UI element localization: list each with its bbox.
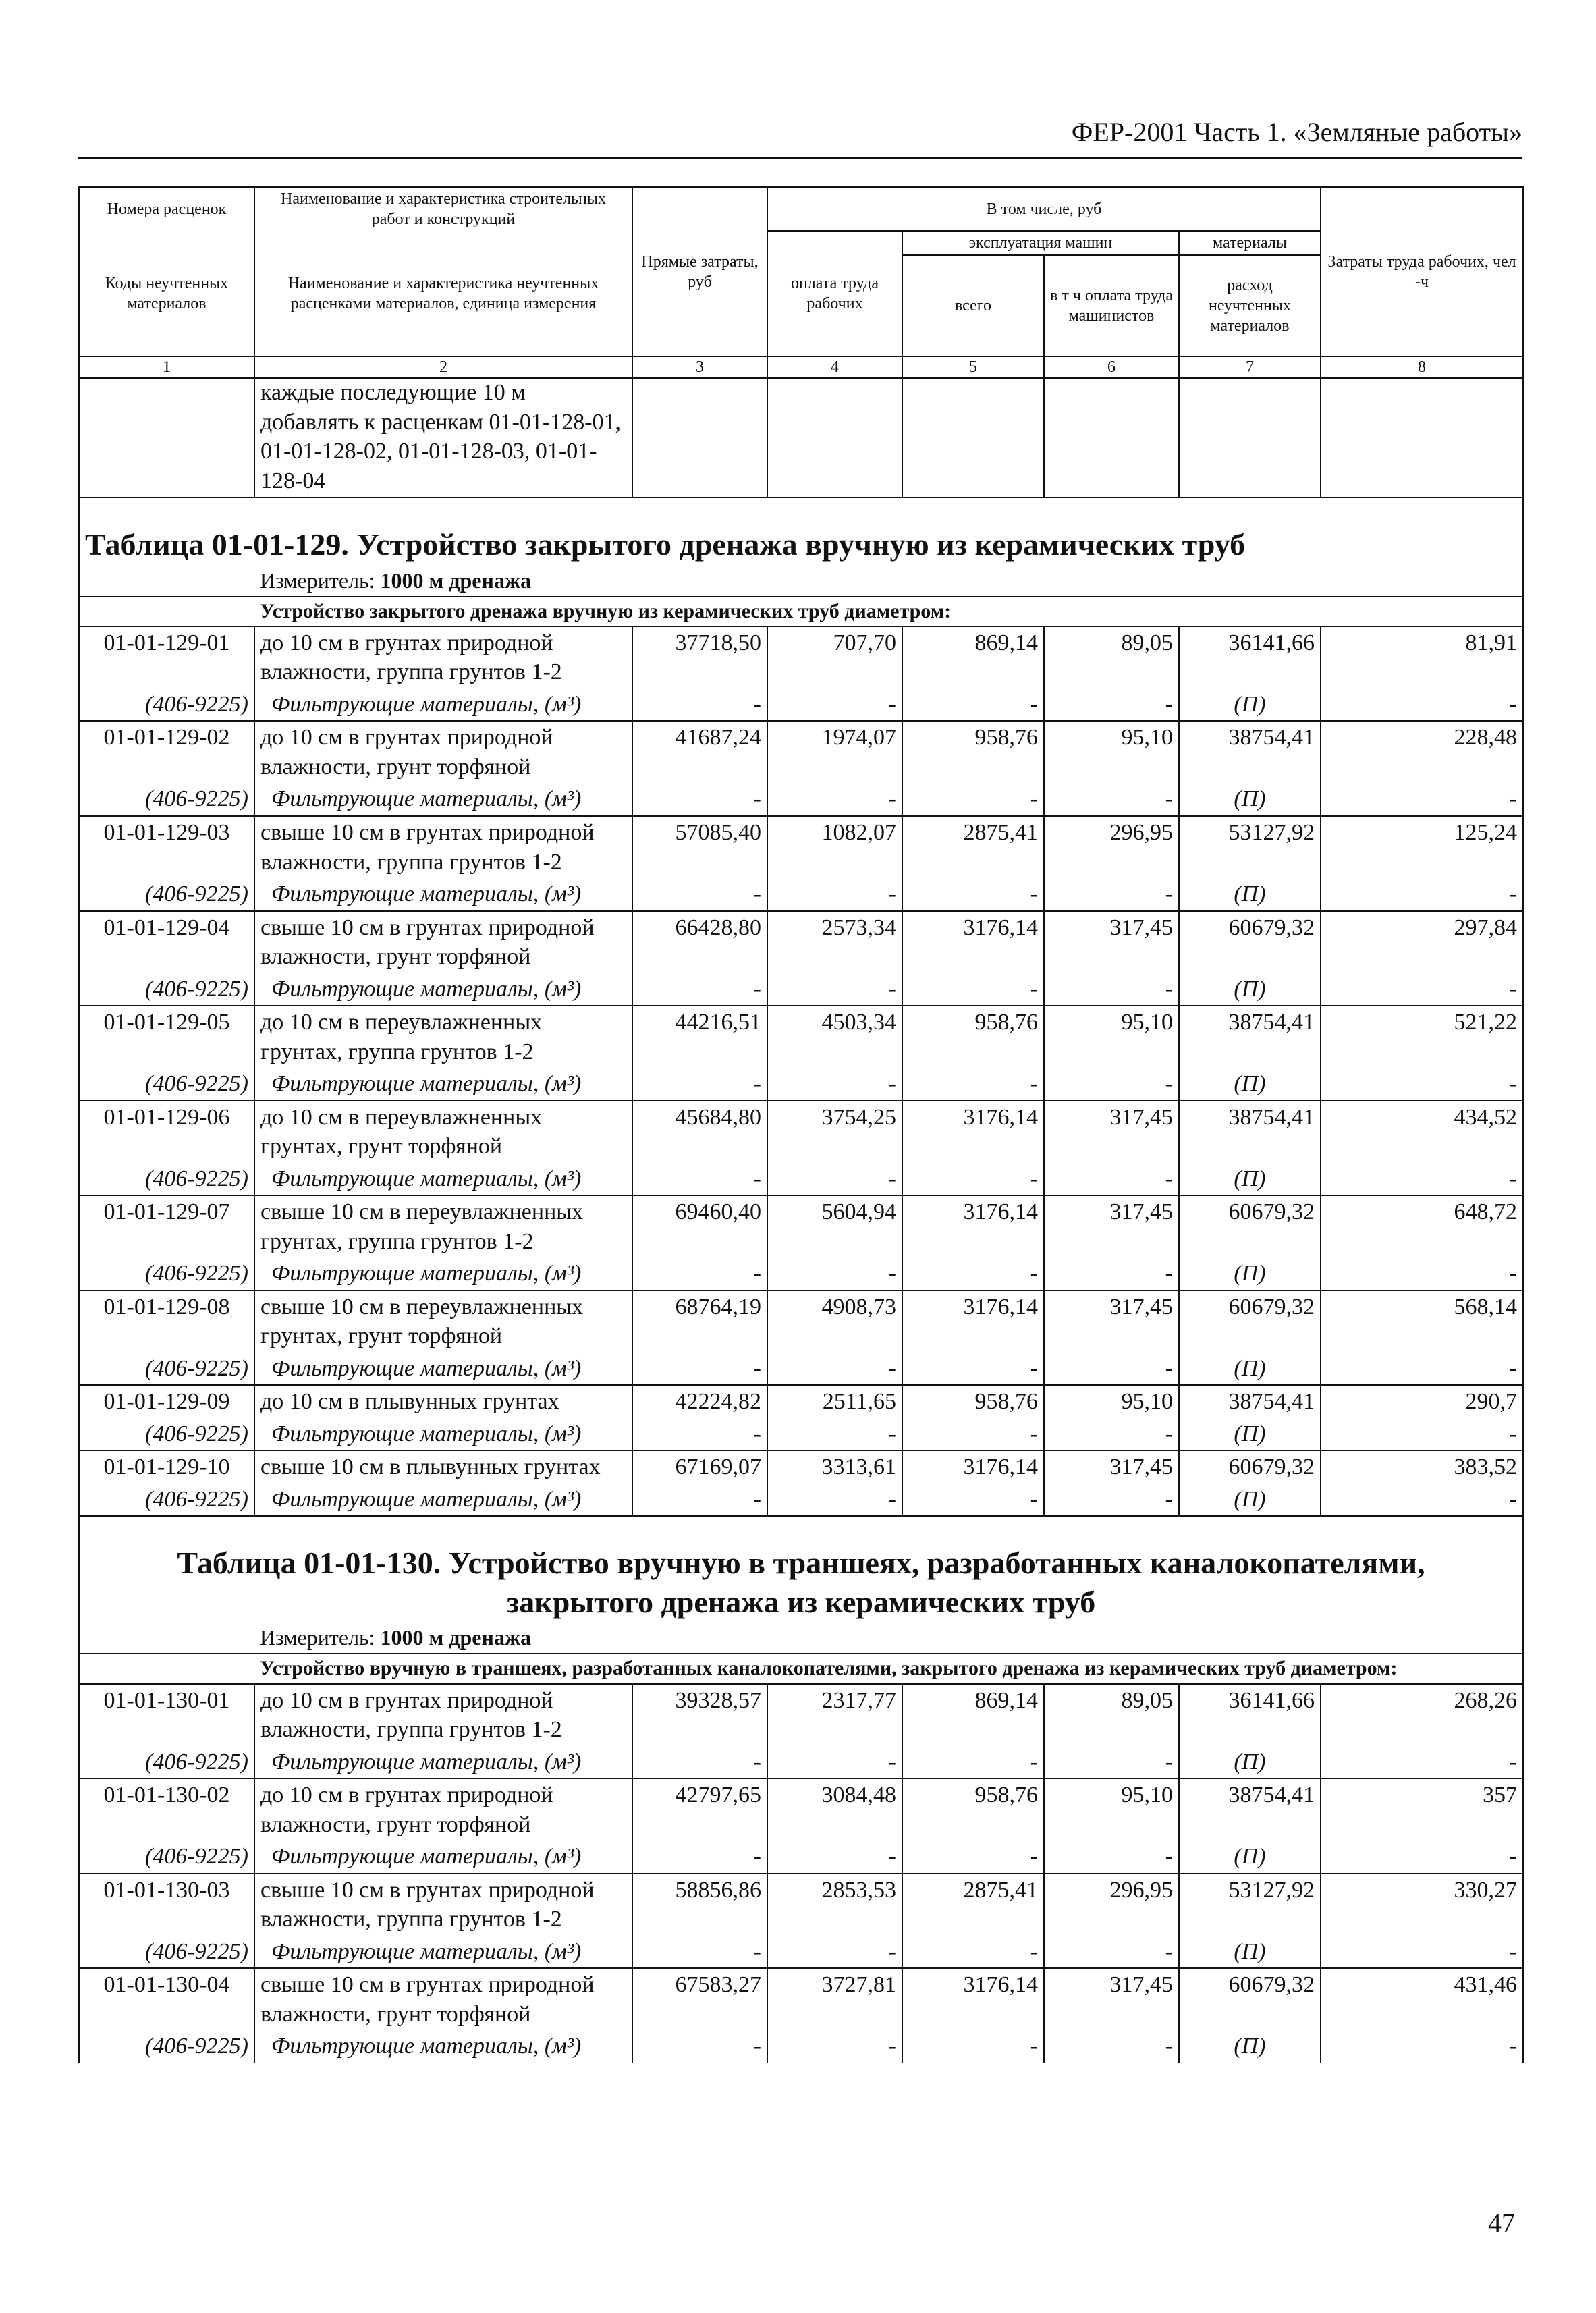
rate-code: 01-01-130-04	[79, 1968, 254, 2030]
resource-code: (406-9225)	[79, 1841, 254, 1874]
rate-materials: 60679,32	[1179, 911, 1321, 973]
resource-dash: -	[767, 1068, 902, 1101]
resource-unit-mark: (П)	[1179, 878, 1321, 911]
resource-dash: -	[1321, 688, 1523, 722]
resource-code: (406-9225)	[79, 1484, 254, 1517]
resource-unit-mark: (П)	[1179, 1936, 1321, 1969]
rate-materials: 53127,92	[1179, 1874, 1321, 1936]
resource-code: (406-9225)	[79, 1746, 254, 1779]
rate-labor: 2511,65	[767, 1385, 902, 1418]
resource-name: Фильтрующие материалы, (м³)	[254, 1746, 632, 1779]
rate-row	[79, 1684, 1523, 1746]
running-head: ФЕР-2001 Часть 1. «Земляные работы»	[78, 116, 1522, 159]
carryover-row	[79, 377, 1523, 497]
rate-labor: 2853,53	[767, 1874, 902, 1936]
rate-row	[79, 1874, 1523, 1936]
unit-label: Измеритель:	[260, 568, 375, 593]
rate-direct: 42224,82	[632, 1385, 767, 1418]
rate-hours: 357	[1321, 1778, 1523, 1841]
header-number: 2	[254, 356, 632, 378]
resource-dash: -	[1321, 1841, 1523, 1874]
rate-labor: 2573,34	[767, 911, 902, 973]
rate-code: 01-01-129-08	[79, 1290, 254, 1353]
resource-code: (406-9225)	[79, 878, 254, 911]
rate-machines: 958,76	[902, 1006, 1044, 1068]
rate-operators: 296,95	[1044, 816, 1179, 878]
header-number: 7	[1179, 356, 1321, 378]
resource-dash: -	[1321, 783, 1523, 816]
rate-direct: 67169,07	[632, 1450, 767, 1484]
rate-hours: 228,48	[1321, 721, 1523, 783]
header-col6: в т ч оплата труда машинистов	[1044, 255, 1179, 356]
resource-row	[79, 1484, 1523, 1517]
header-col2-bottom: Наименование и характеристика неучтенных расценками материалов, единица измерения	[254, 231, 632, 356]
resource-dash: -	[902, 1163, 1044, 1196]
resource-dash: -	[902, 1484, 1044, 1517]
rate-machines: 3176,14	[902, 1195, 1044, 1257]
resource-name: Фильтрующие материалы, (м³)	[254, 1068, 632, 1101]
resource-name: Фильтрующие материалы, (м³)	[254, 973, 632, 1006]
rate-operators: 95,10	[1044, 1778, 1179, 1841]
carryover-text: каждые последующие 10 м добавлять к расценкам 01-01-128-01, 01-01-128-02, 01-01-128-03, 01-01-128-04	[254, 377, 632, 497]
resource-code: (406-9225)	[79, 973, 254, 1006]
resource-dash: -	[1044, 1353, 1179, 1386]
rate-row	[79, 1101, 1523, 1163]
rate-name: до 10 см в переувлажненных грунтах, группа грунтов 1-2	[254, 1006, 632, 1068]
resource-unit-mark: (П)	[1179, 1418, 1321, 1451]
resource-dash: -	[902, 783, 1044, 816]
rate-machines: 3176,14	[902, 1101, 1044, 1163]
resource-code: (406-9225)	[79, 1163, 254, 1196]
rate-code: 01-01-129-03	[79, 816, 254, 878]
resource-dash: -	[632, 688, 767, 722]
rate-materials: 60679,32	[1179, 1195, 1321, 1257]
table129-subheading: Устройство закрытого дренажа вручную из керамических труб диаметром:	[254, 597, 1523, 626]
header-col3: Прямые затраты, руб	[632, 187, 767, 356]
resource-unit-mark: (П)	[1179, 1841, 1321, 1874]
rate-row	[79, 626, 1523, 688]
rate-name: свыше 10 см в переувлажненных грунтах, грунт торфяной	[254, 1290, 632, 1353]
resource-dash: -	[902, 1068, 1044, 1101]
rate-hours: 81,91	[1321, 626, 1523, 688]
resource-row	[79, 1936, 1523, 1969]
rate-code: 01-01-129-10	[79, 1450, 254, 1484]
rate-row	[79, 1385, 1523, 1418]
rate-row	[79, 721, 1523, 783]
rate-machines: 958,76	[902, 1385, 1044, 1418]
resource-unit-mark: (П)	[1179, 783, 1321, 816]
rate-operators: 317,45	[1044, 1968, 1179, 2030]
rate-row	[79, 1290, 1523, 1353]
rate-direct: 57085,40	[632, 816, 767, 878]
resource-dash: -	[1321, 878, 1523, 911]
resource-unit-mark: (П)	[1179, 2030, 1321, 2063]
rate-code: 01-01-129-02	[79, 721, 254, 783]
rate-hours: 521,22	[1321, 1006, 1523, 1068]
resource-dash: -	[902, 1936, 1044, 1969]
rate-labor: 1974,07	[767, 721, 902, 783]
resource-dash: -	[902, 973, 1044, 1006]
resource-dash: -	[1321, 1936, 1523, 1969]
rate-machines: 3176,14	[902, 1968, 1044, 2030]
resource-name: Фильтрующие материалы, (м³)	[254, 1841, 632, 1874]
rate-row	[79, 1450, 1523, 1484]
resource-dash: -	[902, 878, 1044, 911]
table130-title-line1: Таблица 01-01-130. Устройство вручную в траншеях, разработанных каналокопателями,	[177, 1546, 1425, 1581]
resource-row	[79, 1353, 1523, 1386]
rate-name: свыше 10 см в грунтах природной влажности, группа грунтов 1-2	[254, 1874, 632, 1936]
resource-name: Фильтрующие материалы, (м³)	[254, 2030, 632, 2063]
rate-row	[79, 1006, 1523, 1068]
rate-labor: 4503,34	[767, 1006, 902, 1068]
rate-machines: 958,76	[902, 721, 1044, 783]
resource-dash: -	[632, 2030, 767, 2063]
rate-name: до 10 см в плывунных грунтах	[254, 1385, 632, 1418]
table129-unit-row	[79, 566, 1523, 597]
rate-operators: 317,45	[1044, 911, 1179, 973]
header-number: 1	[79, 356, 254, 378]
rate-materials: 38754,41	[1179, 1101, 1321, 1163]
rate-labor: 3727,81	[767, 1968, 902, 2030]
resource-dash: -	[632, 973, 767, 1006]
rate-machines: 2875,41	[902, 1874, 1044, 1936]
resource-dash: -	[1044, 783, 1179, 816]
resource-code: (406-9225)	[79, 2030, 254, 2063]
resource-dash: -	[632, 783, 767, 816]
header-number: 4	[767, 356, 902, 378]
resource-dash: -	[632, 1484, 767, 1517]
rate-name: до 10 см в грунтах природной влажности, грунт торфяной	[254, 1778, 632, 1841]
rate-row	[79, 911, 1523, 973]
rate-direct: 44216,51	[632, 1006, 767, 1068]
table130-subheading-row	[79, 1654, 1523, 1683]
resource-dash: -	[902, 2030, 1044, 2063]
resource-name: Фильтрующие материалы, (м³)	[254, 688, 632, 722]
resource-name: Фильтрующие материалы, (м³)	[254, 1484, 632, 1517]
rate-operators: 95,10	[1044, 721, 1179, 783]
rate-row	[79, 816, 1523, 878]
rate-materials: 36141,66	[1179, 626, 1321, 688]
rate-machines: 3176,14	[902, 1290, 1044, 1353]
header-number: 6	[1044, 356, 1179, 378]
resource-unit-mark: (П)	[1179, 1068, 1321, 1101]
header-numbers	[79, 356, 1523, 378]
rate-name: свыше 10 см в грунтах природной влажности, грунт торфяной	[254, 1968, 632, 2030]
resource-row	[79, 1257, 1523, 1290]
rate-materials: 60679,32	[1179, 1290, 1321, 1353]
rate-hours: 434,52	[1321, 1101, 1523, 1163]
resource-name: Фильтрующие материалы, (м³)	[254, 1936, 632, 1969]
rate-machines: 3176,14	[902, 1450, 1044, 1484]
resource-dash: -	[632, 1163, 767, 1196]
resource-dash: -	[902, 1746, 1044, 1779]
rate-hours: 383,52	[1321, 1450, 1523, 1484]
resource-dash: -	[632, 1257, 767, 1290]
rate-code: 01-01-129-07	[79, 1195, 254, 1257]
rate-direct: 58856,86	[632, 1874, 767, 1936]
resource-dash: -	[1321, 2030, 1523, 2063]
resource-dash: -	[1044, 688, 1179, 722]
resource-dash: -	[1321, 973, 1523, 1006]
header-col1-top: Номера расценок	[79, 187, 254, 231]
rate-name: до 10 см в грунтах природной влажности, группа грунтов 1-2	[254, 626, 632, 688]
resource-code: (406-9225)	[79, 1068, 254, 1101]
resource-dash: -	[632, 1068, 767, 1101]
resource-dash: -	[1321, 1418, 1523, 1451]
rate-direct: 42797,65	[632, 1778, 767, 1841]
resource-unit-mark: (П)	[1179, 1746, 1321, 1779]
resource-dash: -	[902, 688, 1044, 722]
resource-row	[79, 1163, 1523, 1196]
rate-operators: 317,45	[1044, 1195, 1179, 1257]
rate-machines: 869,14	[902, 1684, 1044, 1746]
resource-dash: -	[1044, 1841, 1179, 1874]
rate-operators: 89,05	[1044, 626, 1179, 688]
rate-direct: 39328,57	[632, 1684, 767, 1746]
rate-name: свыше 10 см в переувлажненных грунтах, группа грунтов 1-2	[254, 1195, 632, 1257]
rate-operators: 317,45	[1044, 1290, 1179, 1353]
resource-dash: -	[632, 878, 767, 911]
rate-labor: 4908,73	[767, 1290, 902, 1353]
header-machines: эксплуатация машин	[902, 231, 1179, 255]
resource-row	[79, 2030, 1523, 2063]
resource-unit-mark: (П)	[1179, 973, 1321, 1006]
rate-hours: 268,26	[1321, 1684, 1523, 1746]
resource-dash: -	[902, 1257, 1044, 1290]
resource-row	[79, 878, 1523, 911]
resource-code: (406-9225)	[79, 1418, 254, 1451]
rate-materials: 53127,92	[1179, 816, 1321, 878]
resource-dash: -	[1044, 1257, 1179, 1290]
column-header	[78, 186, 1524, 379]
rate-labor: 3084,48	[767, 1778, 902, 1841]
table129-subheading-row	[79, 597, 1523, 626]
rate-name: до 10 см в грунтах природной влажности, группа грунтов 1-2	[254, 1684, 632, 1746]
resource-dash: -	[632, 1841, 767, 1874]
resource-dash: -	[1044, 1746, 1179, 1779]
rate-row	[79, 1778, 1523, 1841]
rate-direct: 37718,50	[632, 626, 767, 688]
resource-dash: -	[902, 1353, 1044, 1386]
rate-materials: 38754,41	[1179, 1385, 1321, 1418]
rate-direct: 67583,27	[632, 1968, 767, 2030]
rate-hours: 297,84	[1321, 911, 1523, 973]
rate-row	[79, 1195, 1523, 1257]
resource-dash: -	[1044, 1163, 1179, 1196]
rate-direct: 68764,19	[632, 1290, 767, 1353]
resource-row	[79, 1746, 1523, 1779]
unit-value: 1000 м дренажа	[380, 1625, 532, 1650]
rate-code: 01-01-129-09	[79, 1385, 254, 1418]
resource-dash: -	[1321, 1163, 1523, 1196]
unit-value: 1000 м дренажа	[380, 568, 532, 593]
resource-dash: -	[1321, 1484, 1523, 1517]
resource-dash: -	[1044, 1068, 1179, 1101]
resource-name: Фильтрующие материалы, (м³)	[254, 1353, 632, 1386]
rate-hours: 648,72	[1321, 1195, 1523, 1257]
resource-dash: -	[1321, 1257, 1523, 1290]
resource-dash: -	[767, 1484, 902, 1517]
rate-code: 01-01-129-04	[79, 911, 254, 973]
resource-code: (406-9225)	[79, 1257, 254, 1290]
rate-operators: 95,10	[1044, 1006, 1179, 1068]
rate-labor: 1082,07	[767, 816, 902, 878]
resource-dash: -	[767, 1936, 902, 1969]
resource-dash: -	[1044, 1418, 1179, 1451]
header-number: 5	[902, 356, 1044, 378]
unit-label: Измеритель:	[260, 1625, 375, 1650]
resource-dash: -	[632, 1936, 767, 1969]
resource-name: Фильтрующие материалы, (м³)	[254, 1163, 632, 1196]
table130-title-row	[79, 1516, 1523, 1623]
resource-dash: -	[1321, 1746, 1523, 1779]
resource-name: Фильтрующие материалы, (м³)	[254, 1418, 632, 1451]
resource-dash: -	[767, 783, 902, 816]
table130-subheading: Устройство вручную в траншеях, разработанных каналокопателями, закрытого дренажа из керамических труб диаметром:	[254, 1654, 1523, 1683]
header-materials: материалы	[1179, 231, 1321, 255]
rate-name: до 10 см в грунтах природной влажности, грунт торфяной	[254, 721, 632, 783]
resource-dash: -	[1044, 973, 1179, 1006]
rate-direct: 45684,80	[632, 1101, 767, 1163]
rate-code: 01-01-130-03	[79, 1874, 254, 1936]
rate-labor: 3754,25	[767, 1101, 902, 1163]
rate-hours: 330,27	[1321, 1874, 1523, 1936]
resource-code: (406-9225)	[79, 1353, 254, 1386]
rate-code: 01-01-129-01	[79, 626, 254, 688]
resource-dash: -	[1044, 1484, 1179, 1517]
rate-row	[79, 1968, 1523, 2030]
resource-dash: -	[767, 1746, 902, 1779]
table129-title-row	[79, 497, 1523, 566]
rate-machines: 3176,14	[902, 911, 1044, 973]
resource-dash: -	[767, 1841, 902, 1874]
resource-row	[79, 688, 1523, 722]
rate-direct: 41687,24	[632, 721, 767, 783]
resource-name: Фильтрующие материалы, (м³)	[254, 878, 632, 911]
page-number: 47	[1488, 2208, 1515, 2238]
rate-labor: 3313,61	[767, 1450, 902, 1484]
rate-materials: 36141,66	[1179, 1684, 1321, 1746]
header-col7: расход неучтенных материалов	[1179, 255, 1321, 356]
resource-row	[79, 973, 1523, 1006]
resource-unit-mark: (П)	[1179, 1484, 1321, 1517]
rate-operators: 296,95	[1044, 1874, 1179, 1936]
header-col4: оплата труда рабочих	[767, 231, 902, 356]
resource-name: Фильтрующие материалы, (м³)	[254, 783, 632, 816]
resource-dash: -	[632, 1353, 767, 1386]
resource-row	[79, 1418, 1523, 1451]
rate-name: свыше 10 см в грунтах природной влажности, группа грунтов 1-2	[254, 816, 632, 878]
rate-direct: 66428,80	[632, 911, 767, 973]
rate-machines: 2875,41	[902, 816, 1044, 878]
resource-row	[79, 783, 1523, 816]
rate-materials: 38754,41	[1179, 1778, 1321, 1841]
resource-dash: -	[902, 1418, 1044, 1451]
rate-operators: 89,05	[1044, 1684, 1179, 1746]
rate-materials: 38754,41	[1179, 721, 1321, 783]
resource-dash: -	[767, 1257, 902, 1290]
rate-code: 01-01-130-02	[79, 1778, 254, 1841]
header-col5: всего	[902, 255, 1044, 356]
rate-operators: 317,45	[1044, 1450, 1179, 1484]
resource-dash: -	[767, 973, 902, 1006]
resource-row	[79, 1068, 1523, 1101]
rate-operators: 95,10	[1044, 1385, 1179, 1418]
resource-name: Фильтрующие материалы, (м³)	[254, 1257, 632, 1290]
header-col1-bottom: Коды неучтенных материалов	[79, 231, 254, 356]
rate-hours: 568,14	[1321, 1290, 1523, 1353]
resource-dash: -	[767, 878, 902, 911]
resource-dash: -	[632, 1746, 767, 1779]
resource-dash: -	[767, 2030, 902, 2063]
resource-dash: -	[767, 1163, 902, 1196]
rate-labor: 5604,94	[767, 1195, 902, 1257]
header-group: В том числе, руб	[767, 187, 1321, 231]
rate-labor: 707,70	[767, 626, 902, 688]
resource-code: (406-9225)	[79, 688, 254, 722]
resource-dash: -	[767, 1418, 902, 1451]
rate-hours: 125,24	[1321, 816, 1523, 878]
resource-dash: -	[1044, 878, 1179, 911]
header-number: 3	[632, 356, 767, 378]
header-col8: Затраты труда рабочих, чел -ч	[1321, 187, 1523, 356]
rate-hours: 431,46	[1321, 1968, 1523, 2030]
rate-materials: 60679,32	[1179, 1968, 1321, 2030]
resource-dash: -	[1044, 2030, 1179, 2063]
resource-dash: -	[767, 1353, 902, 1386]
rates-table	[78, 377, 1524, 2063]
table130-title-line2: закрытого дренажа из керамических труб	[506, 1584, 1096, 1619]
rate-code: 01-01-129-05	[79, 1006, 254, 1068]
resource-row	[79, 1841, 1523, 1874]
resource-dash: -	[902, 1841, 1044, 1874]
rate-materials: 60679,32	[1179, 1450, 1321, 1484]
rate-name: свыше 10 см в грунтах природной влажности, грунт торфяной	[254, 911, 632, 973]
resource-code: (406-9225)	[79, 1936, 254, 1969]
rate-hours: 290,7	[1321, 1385, 1523, 1418]
table129-title: Таблица 01-01-129. Устройство закрытого дренажа вручную из керамических труб	[85, 527, 1246, 562]
resource-unit-mark: (П)	[1179, 1163, 1321, 1196]
resource-unit-mark: (П)	[1179, 1353, 1321, 1386]
resource-dash: -	[1321, 1353, 1523, 1386]
rate-name: свыше 10 см в плывунных грунтах	[254, 1450, 632, 1484]
resource-code: (406-9225)	[79, 783, 254, 816]
rate-name: до 10 см в переувлажненных грунтах, грунт торфяной	[254, 1101, 632, 1163]
resource-dash: -	[1044, 1936, 1179, 1969]
resource-dash: -	[1321, 1068, 1523, 1101]
rate-machines: 958,76	[902, 1778, 1044, 1841]
resource-dash: -	[767, 688, 902, 722]
table130-unit-row	[79, 1623, 1523, 1654]
header-number: 8	[1321, 356, 1523, 378]
rate-materials: 38754,41	[1179, 1006, 1321, 1068]
rate-machines: 869,14	[902, 626, 1044, 688]
rate-operators: 317,45	[1044, 1101, 1179, 1163]
header-col2-top: Наименование и характеристика строительных работ и конструкций	[254, 187, 632, 231]
rate-direct: 69460,40	[632, 1195, 767, 1257]
rate-code: 01-01-130-01	[79, 1684, 254, 1746]
resource-unit-mark: (П)	[1179, 1257, 1321, 1290]
rate-labor: 2317,77	[767, 1684, 902, 1746]
rate-code: 01-01-129-06	[79, 1101, 254, 1163]
resource-dash: -	[632, 1418, 767, 1451]
resource-unit-mark: (П)	[1179, 688, 1321, 722]
